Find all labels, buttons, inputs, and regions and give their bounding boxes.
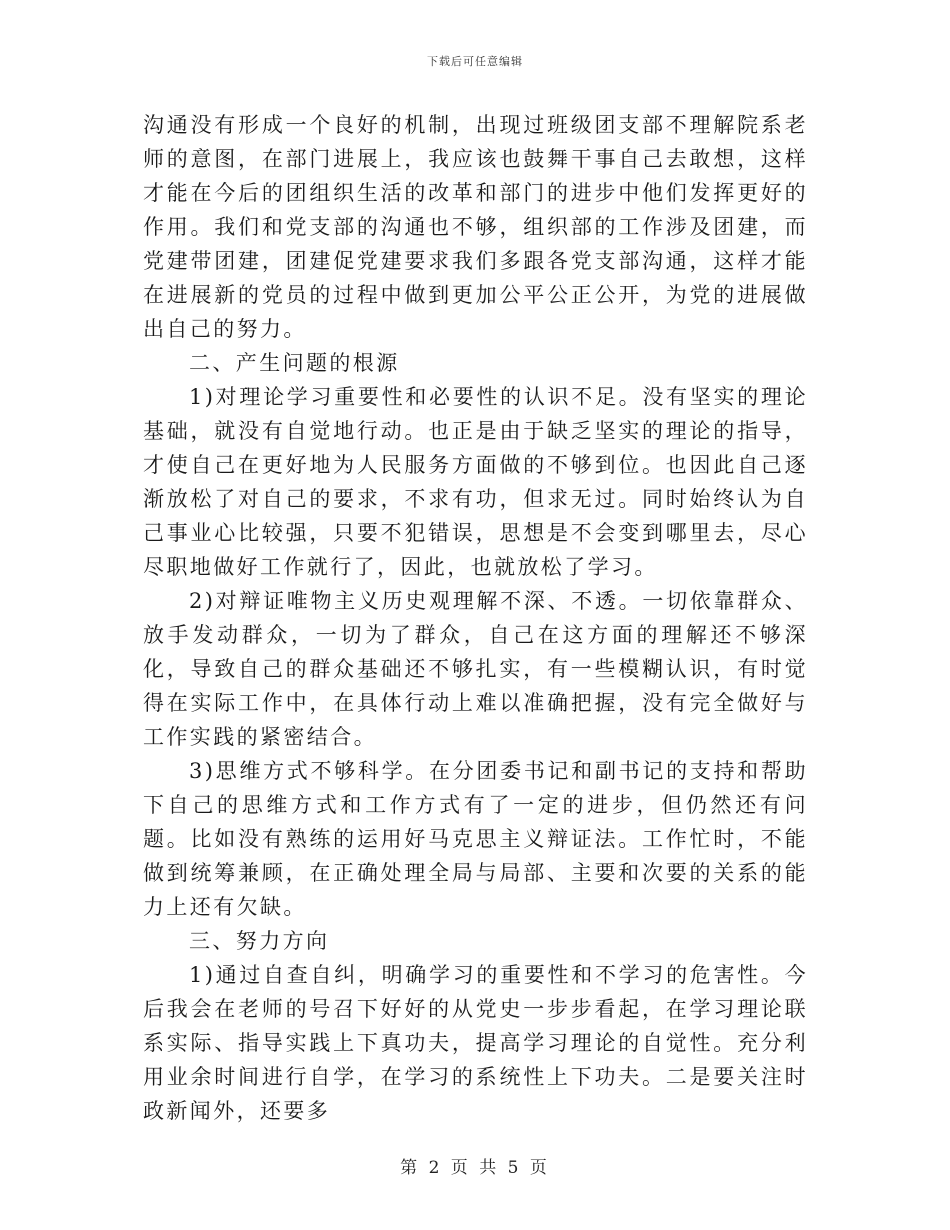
paragraph-item: 3)思维方式不够科学。在分团委书记和副书记的支持和帮助下自己的思维方式和工作方式有了一定的进步，但仍然还有问题。比如没有熟练的运用好马克思主义辩证法。工作忙时，不能做到统筹兼顾，在正确处理全局与局部、主要和次要的关系的能力上还有欠缺。	[143, 759, 808, 919]
page-number-footer: 第 2 页 共 5 页	[400, 1158, 550, 1178]
header-note: 下载后可任意编辑	[427, 55, 523, 68]
section-heading-two: 二、产生问题的根源	[189, 351, 400, 375]
paragraph-item: 2)对辩证唯物主义历史观理解不深、不透。一切依靠群众、放手发动群众，一切为了群众，自己在这方面的理解还不够深化，导致自己的群众基础还不够扎实，有一些模糊认识，有时觉得在实际工作中，在具体行动上难以准确把握，没有完全做好与工作实践的紧密结合。	[143, 589, 808, 749]
paragraph-item: 1)对理论学习重要性和必要性的认识不足。没有坚实的理论基础，就没有自觉地行动。也正是由于缺乏坚实的理论的指导，才使自己在更好地为人民服务方面做的不够到位。也因此自己逐渐放松了对自己的要求，不求有功，但求无过。同时始终认为自己事业心比较强，只要不犯错误，思想是不会变到哪里去，尽心尽职地做好工作就行了，因此，也就放松了学习。	[143, 385, 808, 579]
document-body	[143, 108, 808, 1128]
section-heading-three: 三、努力方向	[189, 929, 330, 953]
paragraph-item: 1)通过自查自纠，明确学习的重要性和不学习的危害性。今后我会在老师的号召下好好的从党史一步步看起，在学习理论联系实际、指导实践上下真功夫，提高学习理论的自觉性。充分利用业余时间进行自学，在学习的系统性上下功夫。二是要关注时政新闻外，还要多	[143, 963, 808, 1123]
paragraph-continuation: 沟通没有形成一个良好的机制，出现过班级团支部不理解院系老师的意图，在部门进展上，我应该也鼓舞干事自己去敢想，这样才能在今后的团组织生活的改革和部门的进步中他们发挥更好的作用。我们和党支部的沟通也不够，组织部的工作涉及团建，而党建带团建，团建促党建要求我们多跟各党支部沟通，这样才能在进展新的党员的过程中做到更加公平公正公开，为党的进展做出自己的努力。	[143, 113, 808, 341]
